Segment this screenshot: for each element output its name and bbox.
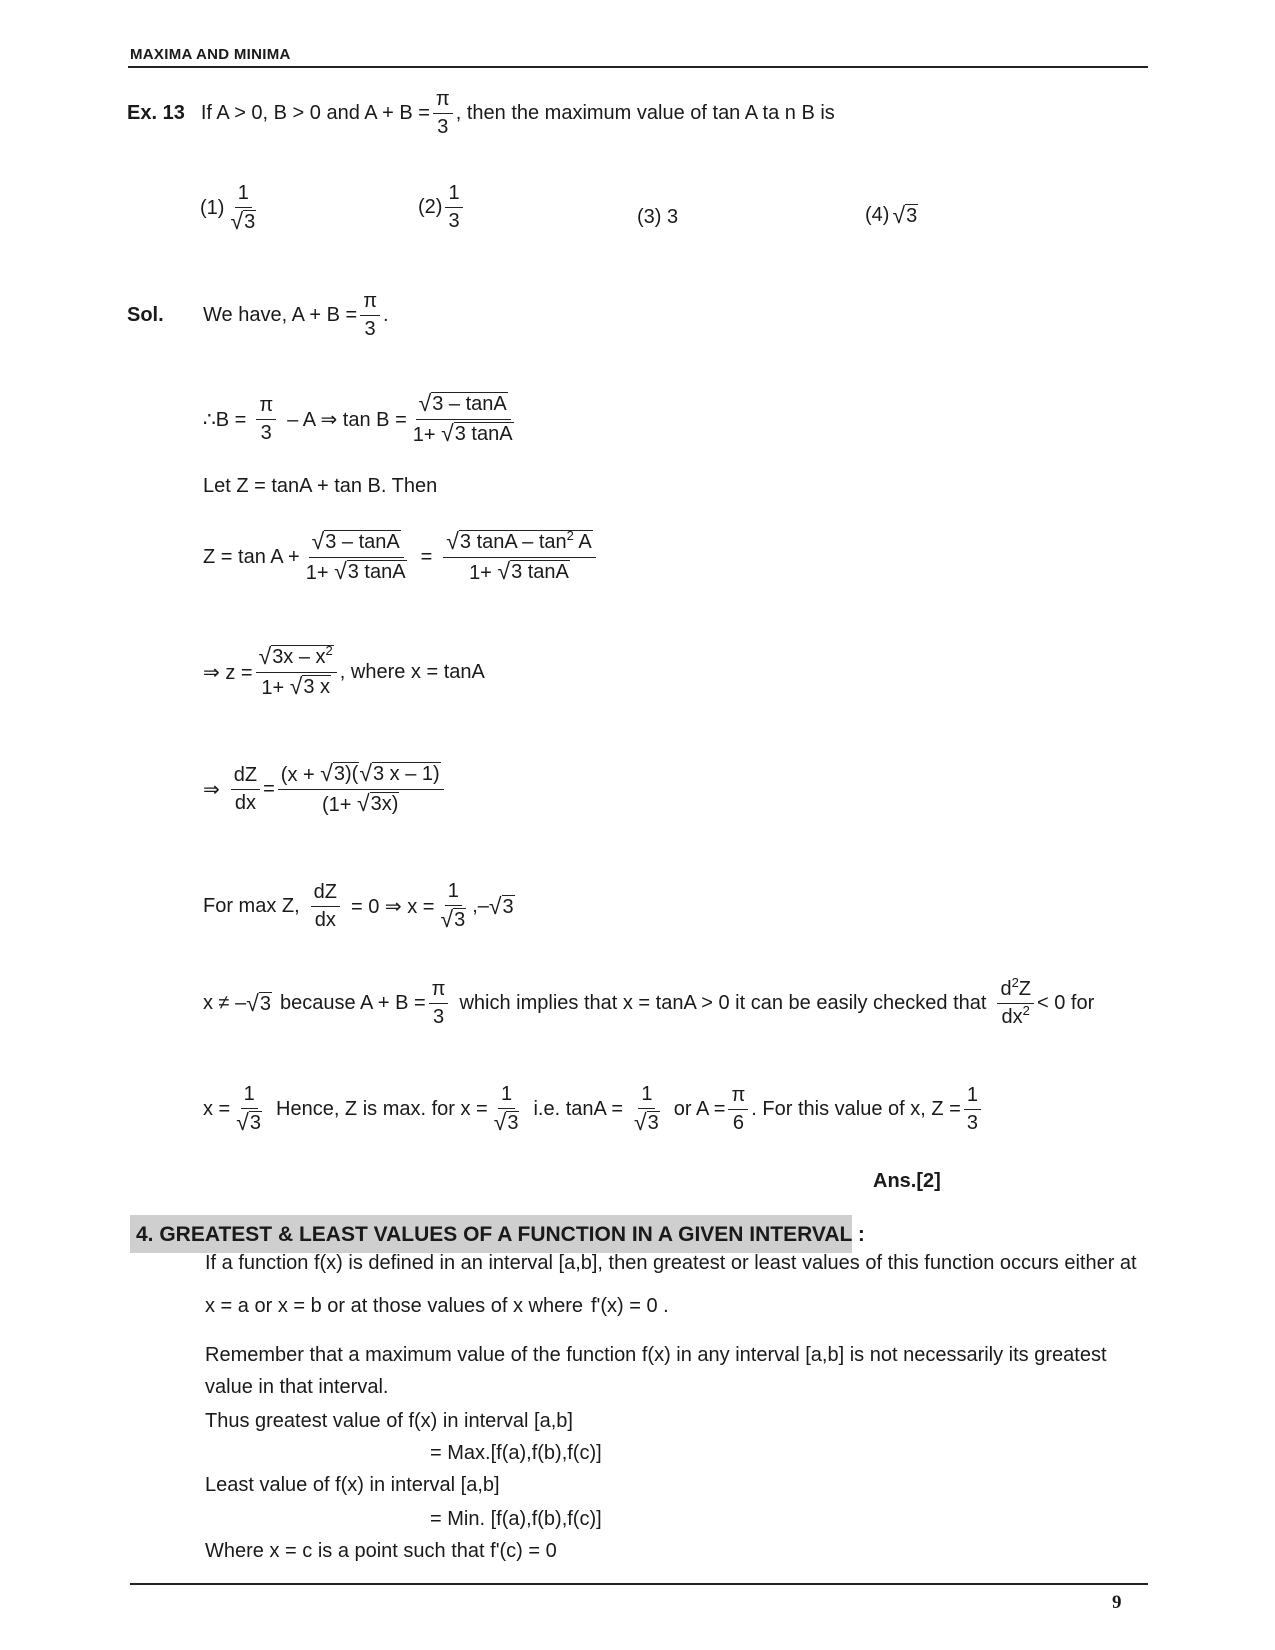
solution-z-expression: Z = tan A + √ 3 – tanA 1+ √ 3 tanA = √ 3 tanA – $\tan^2 A$ 1+ √ 3 tanA bbox=[203, 530, 599, 585]
option-2: (2) $\frac{1}{3}$ bbox=[418, 182, 466, 233]
section-paragraph-8: Where x = c is a point such that f'(c) = 0 bbox=[205, 1540, 557, 1562]
section-paragraph-1: If a function f(x) is defined in an interval [a,b], then greatest or least values of this function occurs either at bbox=[205, 1252, 1137, 1274]
answer-label: Ans.[2] bbox=[873, 1170, 941, 1192]
question-text-pre: If A > 0, B > 0 and A + B = bbox=[200, 102, 430, 124]
option-1: (1) 1 √ 3 bbox=[200, 182, 256, 234]
solution-line-tanB: ∴B = $\frac{\pi}{3}$ – A ⇒ tan B = √ 3 – tanA 1+ √ 3 tanA bbox=[203, 390, 513, 446]
solution-for-max: For max Z, $\frac{dZ}{dx}$ = 0 ⇒ x = 1 √ 3 , – √ 3 bbox=[203, 880, 514, 932]
solution-z-in-x: ⇒ z = √ $3x - x^2$ 1+ √ 3 x , where x = tanA bbox=[203, 643, 485, 699]
solution-derivative: ⇒ $\frac{dZ}{dx}$ = (x + √ 3)( √ 3 x – 1) (1+ √ 3x) bbox=[203, 762, 447, 817]
section-heading: 4. GREATEST & LEAST VALUES OF A FUNCTION IN A GIVEN INTERVAL : bbox=[136, 1223, 865, 1246]
example-label: Ex. 13 bbox=[127, 102, 185, 124]
option-3: (3) 3 bbox=[637, 206, 679, 228]
solution-let-z: Let Z = tanA + tan B. Then bbox=[203, 475, 438, 497]
solution-line-1: Sol. We have, A + B = $\frac{\pi}{3}$ . bbox=[127, 290, 389, 340]
section-paragraph-4: Thus greatest value of f(x) in interval [a,b] bbox=[205, 1410, 573, 1432]
least-value-formula: = Min. [f(a),f(b),f(c)] bbox=[430, 1508, 602, 1530]
solution-x-condition: x ≠ – √ 3 because A + B = $\frac{\pi}{3}$ which implies that x = tanA > 0 it can be easily checked that $\frac{d^2Z}{dx^2}$ < 0 for bbox=[203, 975, 1095, 1028]
example-question bbox=[127, 88, 835, 139]
fraction-pi-over-3: $\frac{\pi}{3}$ bbox=[433, 88, 453, 139]
page-number: 9 bbox=[1112, 1592, 1122, 1613]
footer-rule bbox=[130, 1583, 1148, 1585]
section-paragraph-2: x = a or x = b or at those values of x where f'(x) = 0 . bbox=[205, 1295, 669, 1317]
section-paragraph-3: Remember that a maximum value of the function f(x) in any interval [a,b] is not necessarily its greatest value in that interval. bbox=[205, 1344, 1107, 1398]
solution-conclusion: x = 1 √ 3 Hence, Z is max. for x = 1 √ 3 i.e. tanA = 1 √ 3 or A = $\frac{\pi}{6}$ . For this value of x, Z = $\frac{1}{3}$ bbox=[203, 1083, 984, 1136]
header-rule bbox=[128, 66, 1148, 68]
greatest-value-formula: = Max.[f(a),f(b),f(c)] bbox=[430, 1442, 602, 1464]
solution-label: Sol. bbox=[127, 304, 164, 326]
running-header: MAXIMA AND MINIMA bbox=[130, 46, 291, 63]
option-4: (4) √ 3 bbox=[865, 202, 918, 228]
question-text-post: , then the maximum value of tan A ta n B is bbox=[455, 102, 835, 124]
derivative-zero-expression: f'(x) = 0 . bbox=[590, 1295, 669, 1317]
section-paragraph-6: Least value of f(x) in interval [a,b] bbox=[205, 1474, 500, 1496]
